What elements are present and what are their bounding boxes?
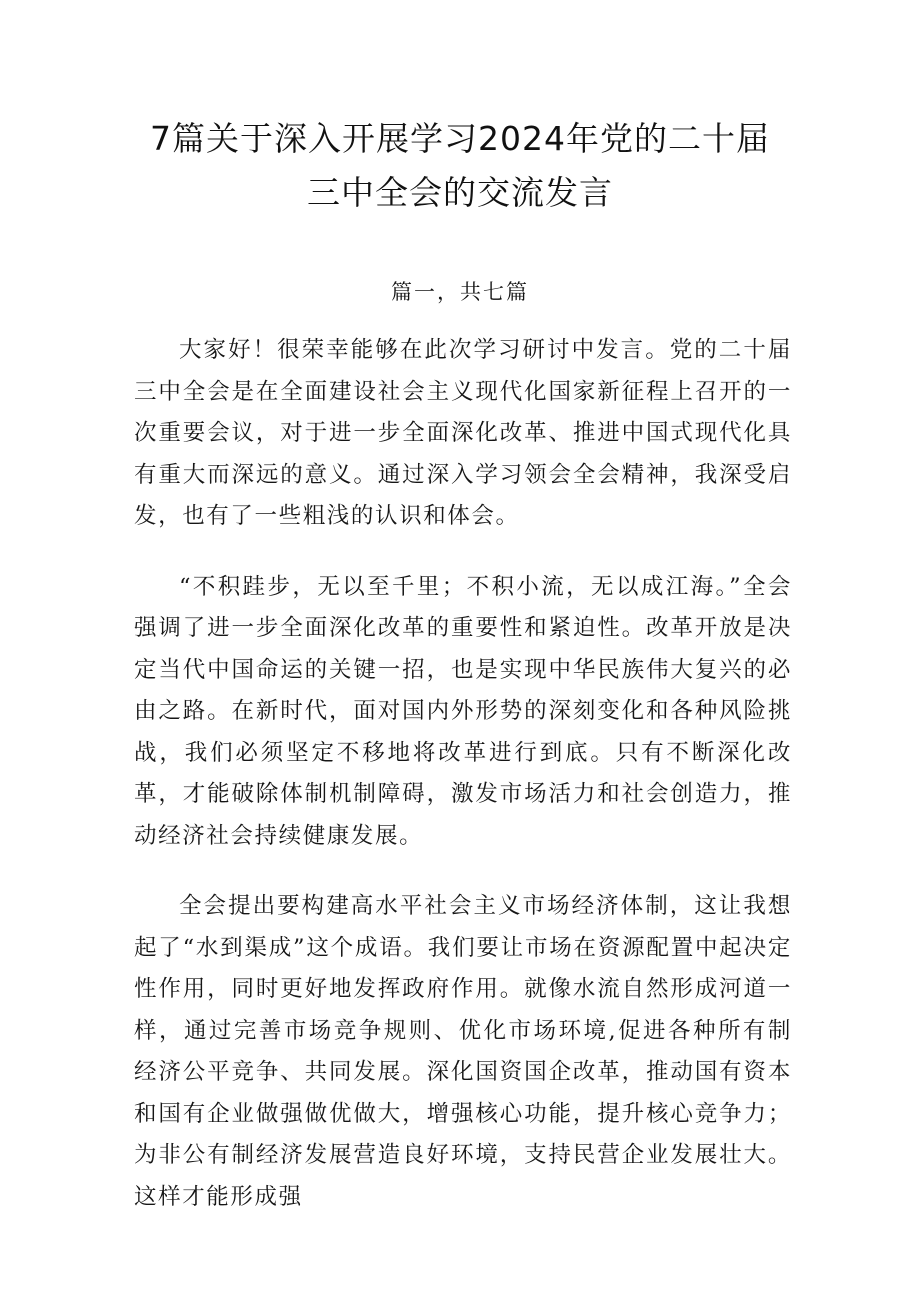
document-title — [100, 112, 820, 220]
title-line-1: 7篇关于深入开展学习2024年党的二十届 — [150, 119, 770, 158]
title-line-2: 三中全会的交流发言 — [307, 173, 613, 212]
section-heading: 篇一，共七篇 — [391, 280, 529, 304]
paragraph-1: 大家好！很荣幸能够在此次学习研讨中发言。党的二十届三中全会是在全面建设社会主义现代化国家新征程上召开的一次重要会议，对于进一步全面深化改革、推进中国式现代化具有重大而深远的意义。通过深入学习领会全会精神，我深受启发，也有了一些粗浅的认识和体会。 — [134, 337, 792, 529]
paragraph-3: 全会提出要构建高水平社会主义市场经济体制，这让我想起了“水到渠成”这个成语。我们要让市场在资源配置中起决定性作用，同时更好地发挥政府作用。就像水流自然形成河道一样，通过完善市场竞争规则、优化市场环境,促进各种所有制经济公平竞争、共同发展。深化国资国企改革，推动国有资本和国有企业做强做优做大，增强核心功能，提升核心竞争力；为非公有制经济发展营造良好环境，支持民营企业发展壮大。这样才能形成强 — [134, 893, 792, 1210]
document-body — [134, 330, 792, 1247]
paragraph-2: “不积跬步，无以至千里；不积小流，无以成江海。”全会强调了进一步全面深化改革的重要性和紧迫性。改革开放是决定当代中国命运的关键一招，也是实现中华民族伟大复兴的必由之路。在新时代，面对国内外形势的深刻变化和各种风险挑战，我们必须坚定不移地将改革进行到底。只有不断深化改革，才能破除体制机制障碍，激发市场活力和社会创造力，推动经济社会持续健康发展。 — [134, 573, 792, 849]
